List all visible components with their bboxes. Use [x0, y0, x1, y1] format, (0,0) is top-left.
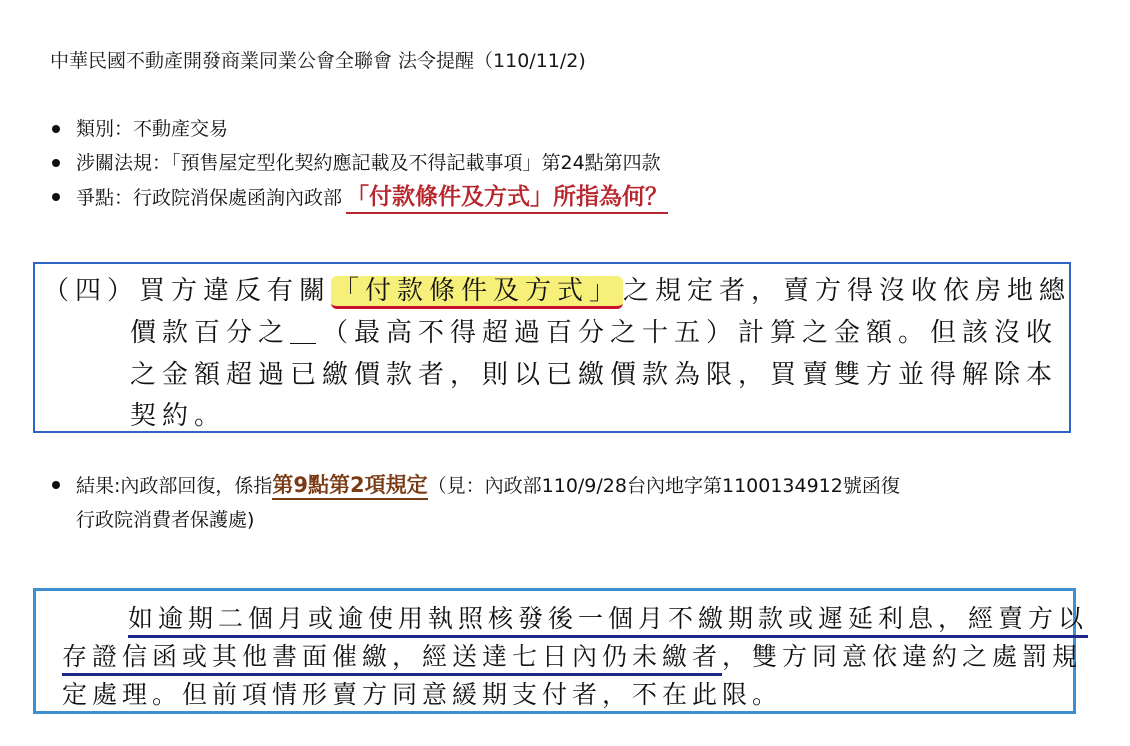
clause-box-four — [33, 262, 1071, 433]
law-text: 涉關法規：「預售屋定型化契約應記載及不得記載事項」第24點第四款 — [76, 152, 661, 174]
document-header: 中華民國不動產開發商業同業公會全聯會 法令提醒（110/11/2) — [50, 50, 586, 72]
category-text: 類別：不動產交易 — [76, 118, 229, 140]
clause9-line-2-rest: ，雙方同意依違約之處罰規 — [722, 642, 1083, 671]
result-prefix: 結果:內政部回復，係指 — [76, 475, 273, 497]
result-line-1 — [52, 468, 900, 503]
highlighted-term: 「付款條件及方式」 — [331, 276, 623, 309]
issue-emphasis: 「付款條件及方式」所指為何？ — [346, 184, 668, 214]
result-bullet — [52, 468, 900, 537]
issue-prefix: 爭點：行政院消保處函詢內政部 — [76, 187, 343, 209]
clause-line-4: 契約。 — [130, 401, 227, 431]
bullet-category — [52, 112, 668, 146]
clause9-line-2 — [62, 637, 1082, 673]
bullet-dot-icon — [52, 125, 60, 133]
result-emphasis: 第9點第2項規定 — [272, 473, 427, 500]
clause9-line-3: 定處理。但前項情形賣方同意緩期支付者，不在此限。 — [62, 680, 783, 709]
clause-line-1-post: 之規定者，賣方得沒收依房地總 — [623, 276, 1072, 306]
underlined-text-2: 存證信函或其他書面催繳，經送達七日內仍未繳者 — [62, 642, 722, 676]
bullet-dot-icon — [52, 159, 60, 167]
clause-box-nine — [33, 588, 1089, 714]
clause-line-1-pre: （四）買方違反有關 — [43, 276, 332, 306]
bullet-law — [52, 146, 668, 180]
underlined-text-1: 如逾期二個月或逾使用執照核發後一個月不繳期款或遲延利息，經賣方以 — [128, 604, 1088, 638]
clause-line-1 — [43, 270, 1071, 307]
bullet-dot-icon — [52, 193, 60, 201]
result-suffix: （見：內政部110/9/28台內地字第1100134912號函復 — [427, 475, 900, 497]
clause9-line-1 — [128, 599, 1088, 635]
result-line-2: 行政院消費者保護處) — [76, 509, 255, 531]
clause-line-2: 價款百分之＿（最高不得超過百分之十五）計算之金額。但該沒收 — [130, 318, 1059, 348]
clause-line-3: 之金額超過已繳價款者，則以已繳價款為限，買賣雙方並得解除本 — [130, 360, 1059, 390]
bullet-issue — [52, 180, 668, 215]
bullet-dot-icon — [52, 481, 60, 489]
bullet-list — [52, 112, 668, 215]
